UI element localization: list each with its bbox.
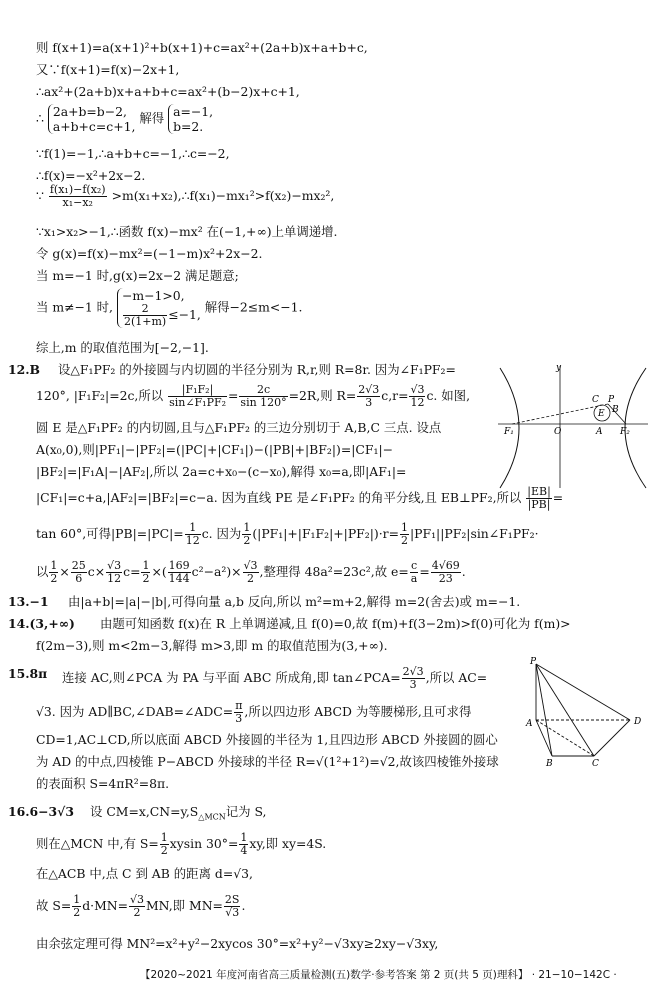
label-B: B: [546, 759, 553, 768]
line: 又∵f(x+1)=f(x)−2x+1,: [36, 62, 180, 77]
eq: a+b+c=c+1,: [52, 119, 136, 134]
therefore-sign: ∴: [36, 110, 44, 126]
page-footer: 【2020~2021 年度河南省高三质量检测(五)数学·参考答案 第 2 页(共 5 页)理科】 · 21−10−142C ·: [140, 969, 617, 981]
label-y: y: [556, 363, 562, 373]
case-line: [36, 288, 303, 328]
solution-system: [168, 104, 213, 134]
line: CD=1,AC⊥CD,所以底面 ABCD 外接圆的半径为 1,且四边形 ABCD 外接圆的圆心: [36, 732, 498, 747]
formula-line: √3. 因为 AD∥BC,∠DAB=∠ADC= $\frac{\pi}{3}$ ,所以四边形 ABCD 为等腰梯形,且可求得: [36, 699, 472, 725]
label-A: A: [526, 719, 533, 729]
problem-number: 12.B: [8, 362, 41, 377]
label-P: P: [530, 657, 537, 667]
label-F1: F₁: [504, 427, 514, 437]
formula-line: 以 $\frac{1}{2}$ × $\frac{25}{6}$ c× $\frac{√3}{12}$ c= $\frac{1}{2}$ ×( $\frac{169}{144}$ c²−a²)× $\frac{√3}{2}$ ,整理得 48a²=23c²,故 e= $\frac{c}{a}$ = $\frac{4√69}{23}$ .: [36, 559, 466, 585]
line: 圆 E 是△F₁PF₂ 的内切圆,且与△F₁PF₂ 的三边分别切于 A,B,C 三点. 设点: [36, 420, 442, 435]
hyperbola-figure: [498, 360, 648, 490]
problem-number: 14.(3,+∞): [8, 616, 75, 631]
pyramid-figure: [522, 656, 650, 768]
line: 设△F₁PF₂ 的外接圆与内切圆的半径分别为 R,r,则 R=8r. 因为∠F₁PF₂=: [58, 362, 456, 377]
line: 的表面积 S=4πR²=8π.: [36, 776, 170, 791]
line: 设 $CM=x,CN=y,S_{\triangle MCN}$记为 S,: [90, 804, 267, 822]
label-A: A: [596, 427, 603, 437]
eq: $\frac{2}{2(1+m)}$ ≤−1,: [123, 302, 201, 328]
label-C: C: [592, 759, 599, 768]
eq: −m−1>0,: [121, 288, 185, 303]
line: 由余弦定理可得 MN²=x²+y²−2xycos 30°=x²+y²−√3xy≥2xy−√3xy,: [36, 936, 439, 951]
line: 令 g(x)=f(x)−mx²=(−1−m)x²+2x−2.: [36, 246, 263, 261]
line: ∴ax²+(2a+b)x+a+b+c=ax²+(b−2)x+c+1,: [36, 84, 300, 99]
problem-number: 13.−1: [8, 594, 49, 609]
line: |BF₂|=|F₁A|−|AF₂|,所以 2a=c+x₀−(c−x₀),解得 x₀=a,即|AF₁|=: [36, 464, 407, 479]
line: A(x₀,0),则|PF₁|−|PF₂|=(|PC|+|CF₁|)−(|PB|+|BF₂|)=|CF₁|−: [36, 442, 393, 457]
line: 当 m=−1 时,g(x)=2x−2 满足题意;: [36, 268, 239, 283]
label-E: E: [598, 409, 605, 419]
label-D: D: [634, 717, 642, 727]
line: ∵f(1)=−1,∴a+b+c=−1,∴c=−2,: [36, 146, 230, 161]
line: f(2m−3),则 m<2m−3,解得 m>3,即 m 的取值范围为(3,+∞).: [36, 638, 388, 653]
line: ∵x₁>x₂>−1,∴函数 f(x)−mx² 在(−1,+∞)上单调递增.: [36, 224, 338, 239]
formula-line: |CF₁|=c+a,|AF₂|=|BF₂|=c−a. 因为直线 PE 是∠F₁PF₂ 的角平分线,且 EB⊥PF₂,所以 $\frac{|EB|}{|PB|}$ =: [36, 485, 564, 511]
line: 则 f(x+1)=a(x+1)²+b(x+1)+c=ax²+(2a+b)x+a+b+c,: [36, 40, 368, 55]
because-sign: ∵: [36, 188, 44, 203]
text: 当 m≠−1 时,: [36, 299, 113, 315]
problem-number: 15.8π: [8, 666, 48, 681]
inequality-line: [36, 184, 334, 209]
label-O: O: [554, 427, 562, 437]
line: 为 AD 的中点,四棱锥 P−ABCD 外接球的半径 R=√(1²+1²)=√2,故该四棱锥外接球: [36, 754, 499, 769]
formula-line: 则在△MCN 中,有 S= $\frac{1}{2}$ xysin 30°= $\frac{1}{4}$ xy,即 xy=4S.: [36, 831, 327, 857]
text: >m(x₁+x₂),∴f(x₁)−mx₁²>f(x₂)−mx₂²,: [111, 188, 335, 203]
eq: 2a+b=b−2,: [52, 104, 127, 119]
formula-line: 连接 AC,则∠PCA 为 PA 与平面 ABC 所成角,即 tan∠PCA= $\frac{2√3}{3}$ ,所以 AC=: [62, 665, 488, 691]
fraction: $\frac{\text{f(x₁)−f(x₂)}}{\text{x₁−x₂}}$: [49, 183, 106, 209]
label-B: B: [612, 405, 619, 415]
eq: b=2.: [173, 119, 204, 134]
label-F2: F₂: [620, 427, 630, 437]
label-C: C: [592, 395, 599, 405]
eq: a=−1,: [173, 104, 214, 119]
condition-system: [117, 288, 201, 328]
line: 由题可知函数 f(x)在 R 上单调递减,且 f(0)=0,故 f(m)+f(3−2m)>f(0)可化为 f(m)>: [100, 616, 571, 631]
line: 在△ACB 中,点 C 到 AB 的距离 d=√3,: [36, 866, 253, 881]
text: 解得: [139, 110, 165, 126]
formula-line: 故 S= $\frac{1}{2}$ d·MN= $\frac{√3}{2}$ MN,即 MN= $\frac{2S}{√3}$ .: [36, 893, 246, 919]
text: 解得−2≤m<−1.: [204, 299, 303, 315]
formula-line: tan 60°,可得|PB|=|PC|= $\frac{1}{12}$ c. 因为 $\frac{1}{2}$ (|PF₁|+|F₁F₂|+|PF₂|)·r= $\frac{1}{2}$ |PF₁||PF₂|sin∠F₁PF₂·: [36, 521, 539, 547]
formula-line: 120°, |F₁F₂|=2c,所以 $\frac{\text{|F₁F₂|}}{\text{sin∠F₁PF₂}}$ = $\frac{2c}{\sin 120^\circ}$ =2R,则 R= $\frac{2√3}{3}$ c,r= $\frac{√3}{12}$ c. 如图,: [36, 383, 471, 409]
problem-number: 16.6−3√3: [8, 804, 74, 819]
line: ∴f(x)=−x²+2x−2.: [36, 168, 146, 183]
label-P: P: [608, 395, 615, 405]
equation-system: [48, 104, 136, 134]
line: 综上,m 的取值范围为[−2,−1].: [36, 340, 209, 355]
system-line: [36, 104, 213, 134]
line: 由|a+b|=|a|−|b|,可得向量 a,b 反向,所以 m²=m+2,解得 m=2(舍去)或 m=−1.: [68, 594, 521, 609]
